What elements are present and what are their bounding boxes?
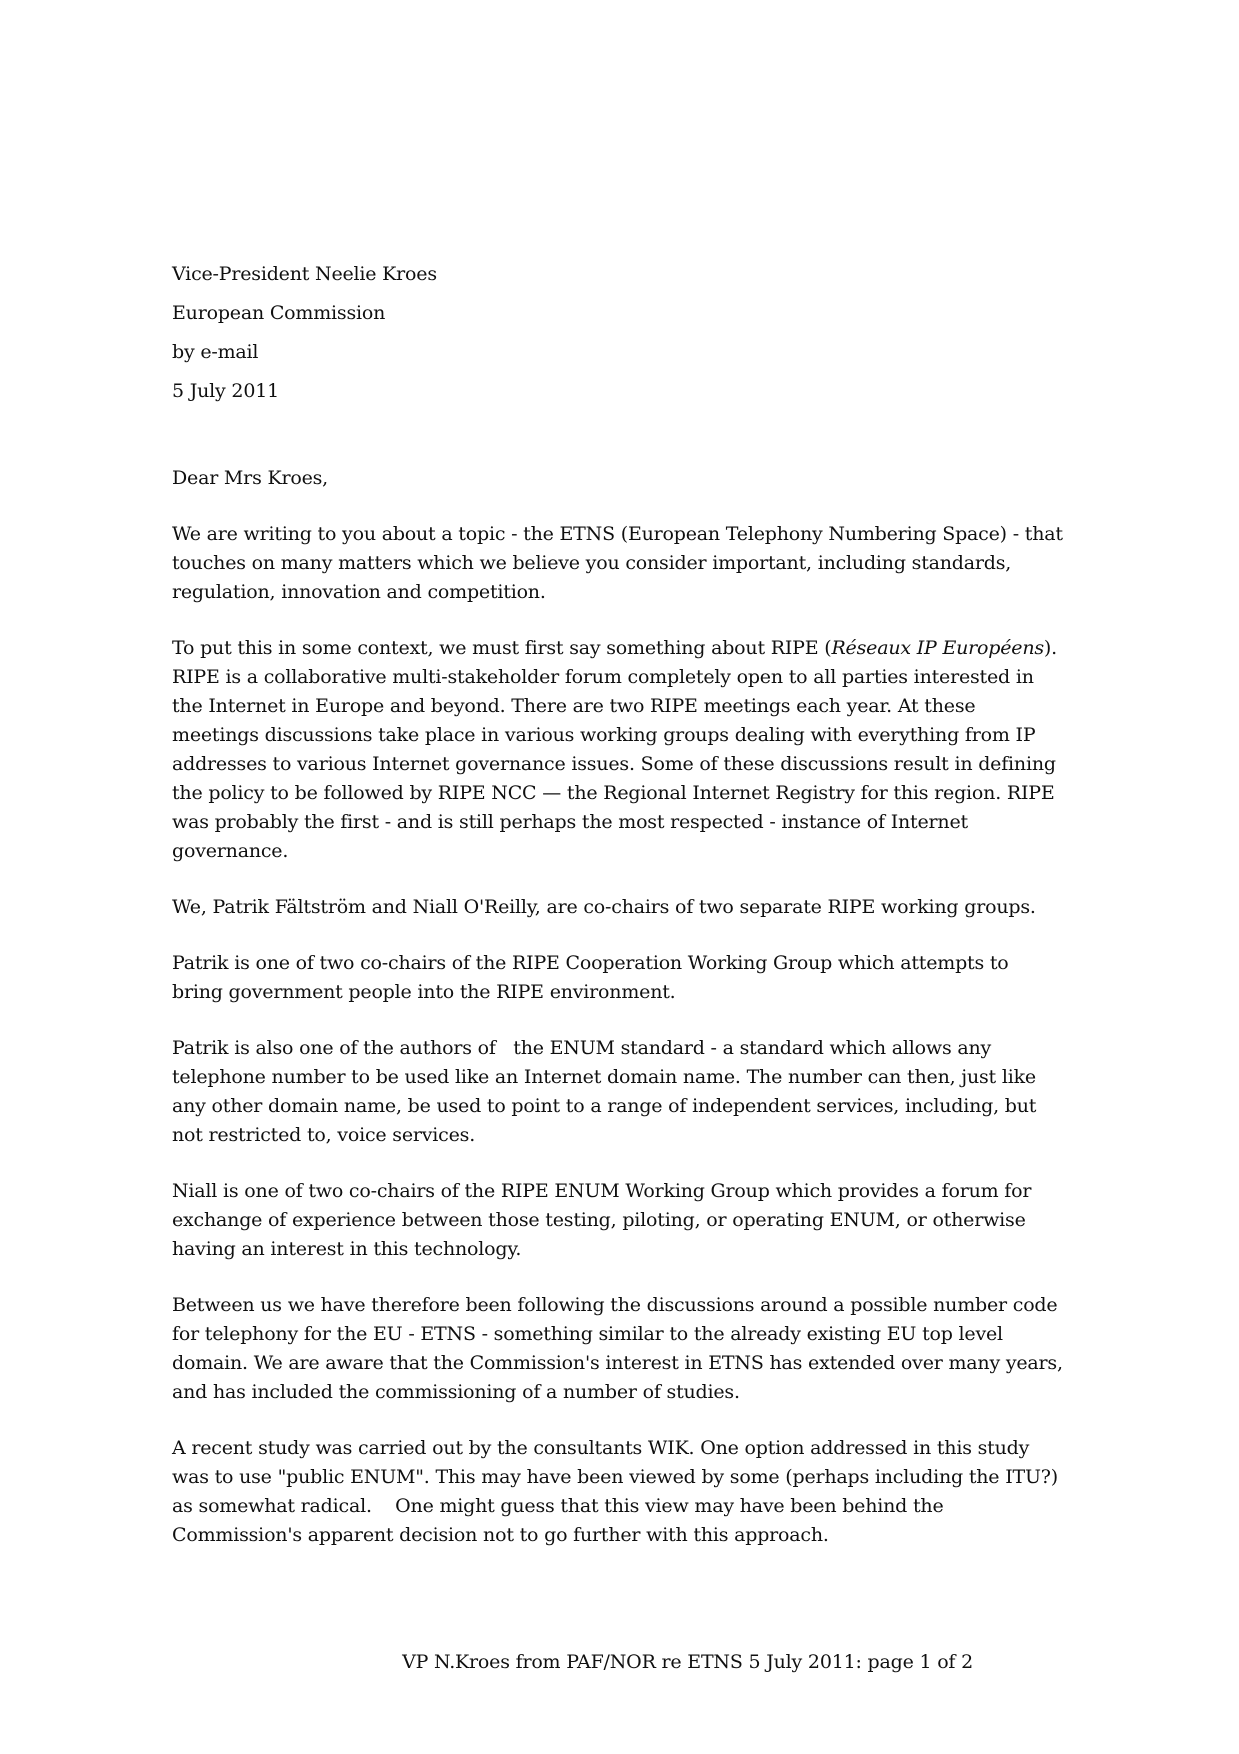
recipient-name: Vice-President Neelie Kroes <box>172 263 437 285</box>
recipient-organisation: European Commission <box>172 302 386 324</box>
paragraph-patrik-enum-standard: Patrik is also one of the authors of the ENUM standard - a standard which allows any telephone number to be used like an Internet domain name. The number can then, just like any other domain name, be used to point to a range of independent services, including, but not restricted to, voice services. <box>172 1037 1043 1146</box>
letter-date: 5 July 2011 <box>172 380 279 402</box>
page-footer: VP N.Kroes from PAF/NOR re ETNS 5 July 2011: page 1 of 2 <box>402 1651 973 1673</box>
paragraph-wik-study: A recent study was carried out by the consultants WIK. One option addressed in this study was to use "public ENUM". This may have been viewed by some (perhaps including the ITU?) as somewhat radical. One might guess that this view may have been behind the Commission's apparent decision not to go further with this approach. <box>172 1437 1064 1546</box>
paragraph-niall-enum-wg: Niall is one of two co-chairs of the RIPE ENUM Working Group which provides a forum for exchange of experience between those testing, piloting, or operating ENUM, or otherwise having an interest in this technology. <box>172 1180 1038 1260</box>
ripe-context-text-after: ). RIPE is a collaborative multi-stakeholder forum completely open to all parties interested in the Internet in Europe and beyond. There are two RIPE meetings each year. At these meetings discussions take place in various working groups dealing with everything from IP addresses to various Internet governance issues. Some of these discussions result in defining the policy to be followed by RIPE NCC — the Regional Internet Registry for this region. RIPE was probably the first - and is still perhaps the most respected - instance of Internet governance. <box>172 637 1063 862</box>
paragraph-ripe-context <box>172 634 1064 866</box>
recipient-block <box>172 260 1064 406</box>
letter-content <box>172 260 1069 1577</box>
ripe-expansion-italic: Réseaux IP Européens <box>831 637 1044 659</box>
salutation: Dear Mrs Kroes, <box>172 467 329 489</box>
paragraph-etns-discussions: Between us we have therefore been following the discussions around a possible number code for telephony for the EU - ETNS - something similar to the already existing EU top level domain. We are aware that the Commission's interest in ETNS has extended over many years, and has included the commissioning of a number of studies. <box>172 1294 1069 1403</box>
ripe-context-text-before: To put this in some context, we must first say something about RIPE ( <box>172 637 832 659</box>
paragraph-cochairs-intro: We, Patrik Fältström and Niall O'Reilly, are co-chairs of two separate RIPE working groups. <box>172 896 1036 918</box>
paragraph-intro-etns: We are writing to you about a topic - the ETNS (European Telephony Numbering Space) - that touches on many matters which we believe you consider important, including standards, regulation, innovation and competition. <box>172 523 1069 603</box>
paragraph-patrik-cooperation-wg: Patrik is one of two co-chairs of the RIPE Cooperation Working Group which attempts to bring government people into the RIPE environment. <box>172 952 1015 1003</box>
delivery-method: by e-mail <box>172 341 259 363</box>
